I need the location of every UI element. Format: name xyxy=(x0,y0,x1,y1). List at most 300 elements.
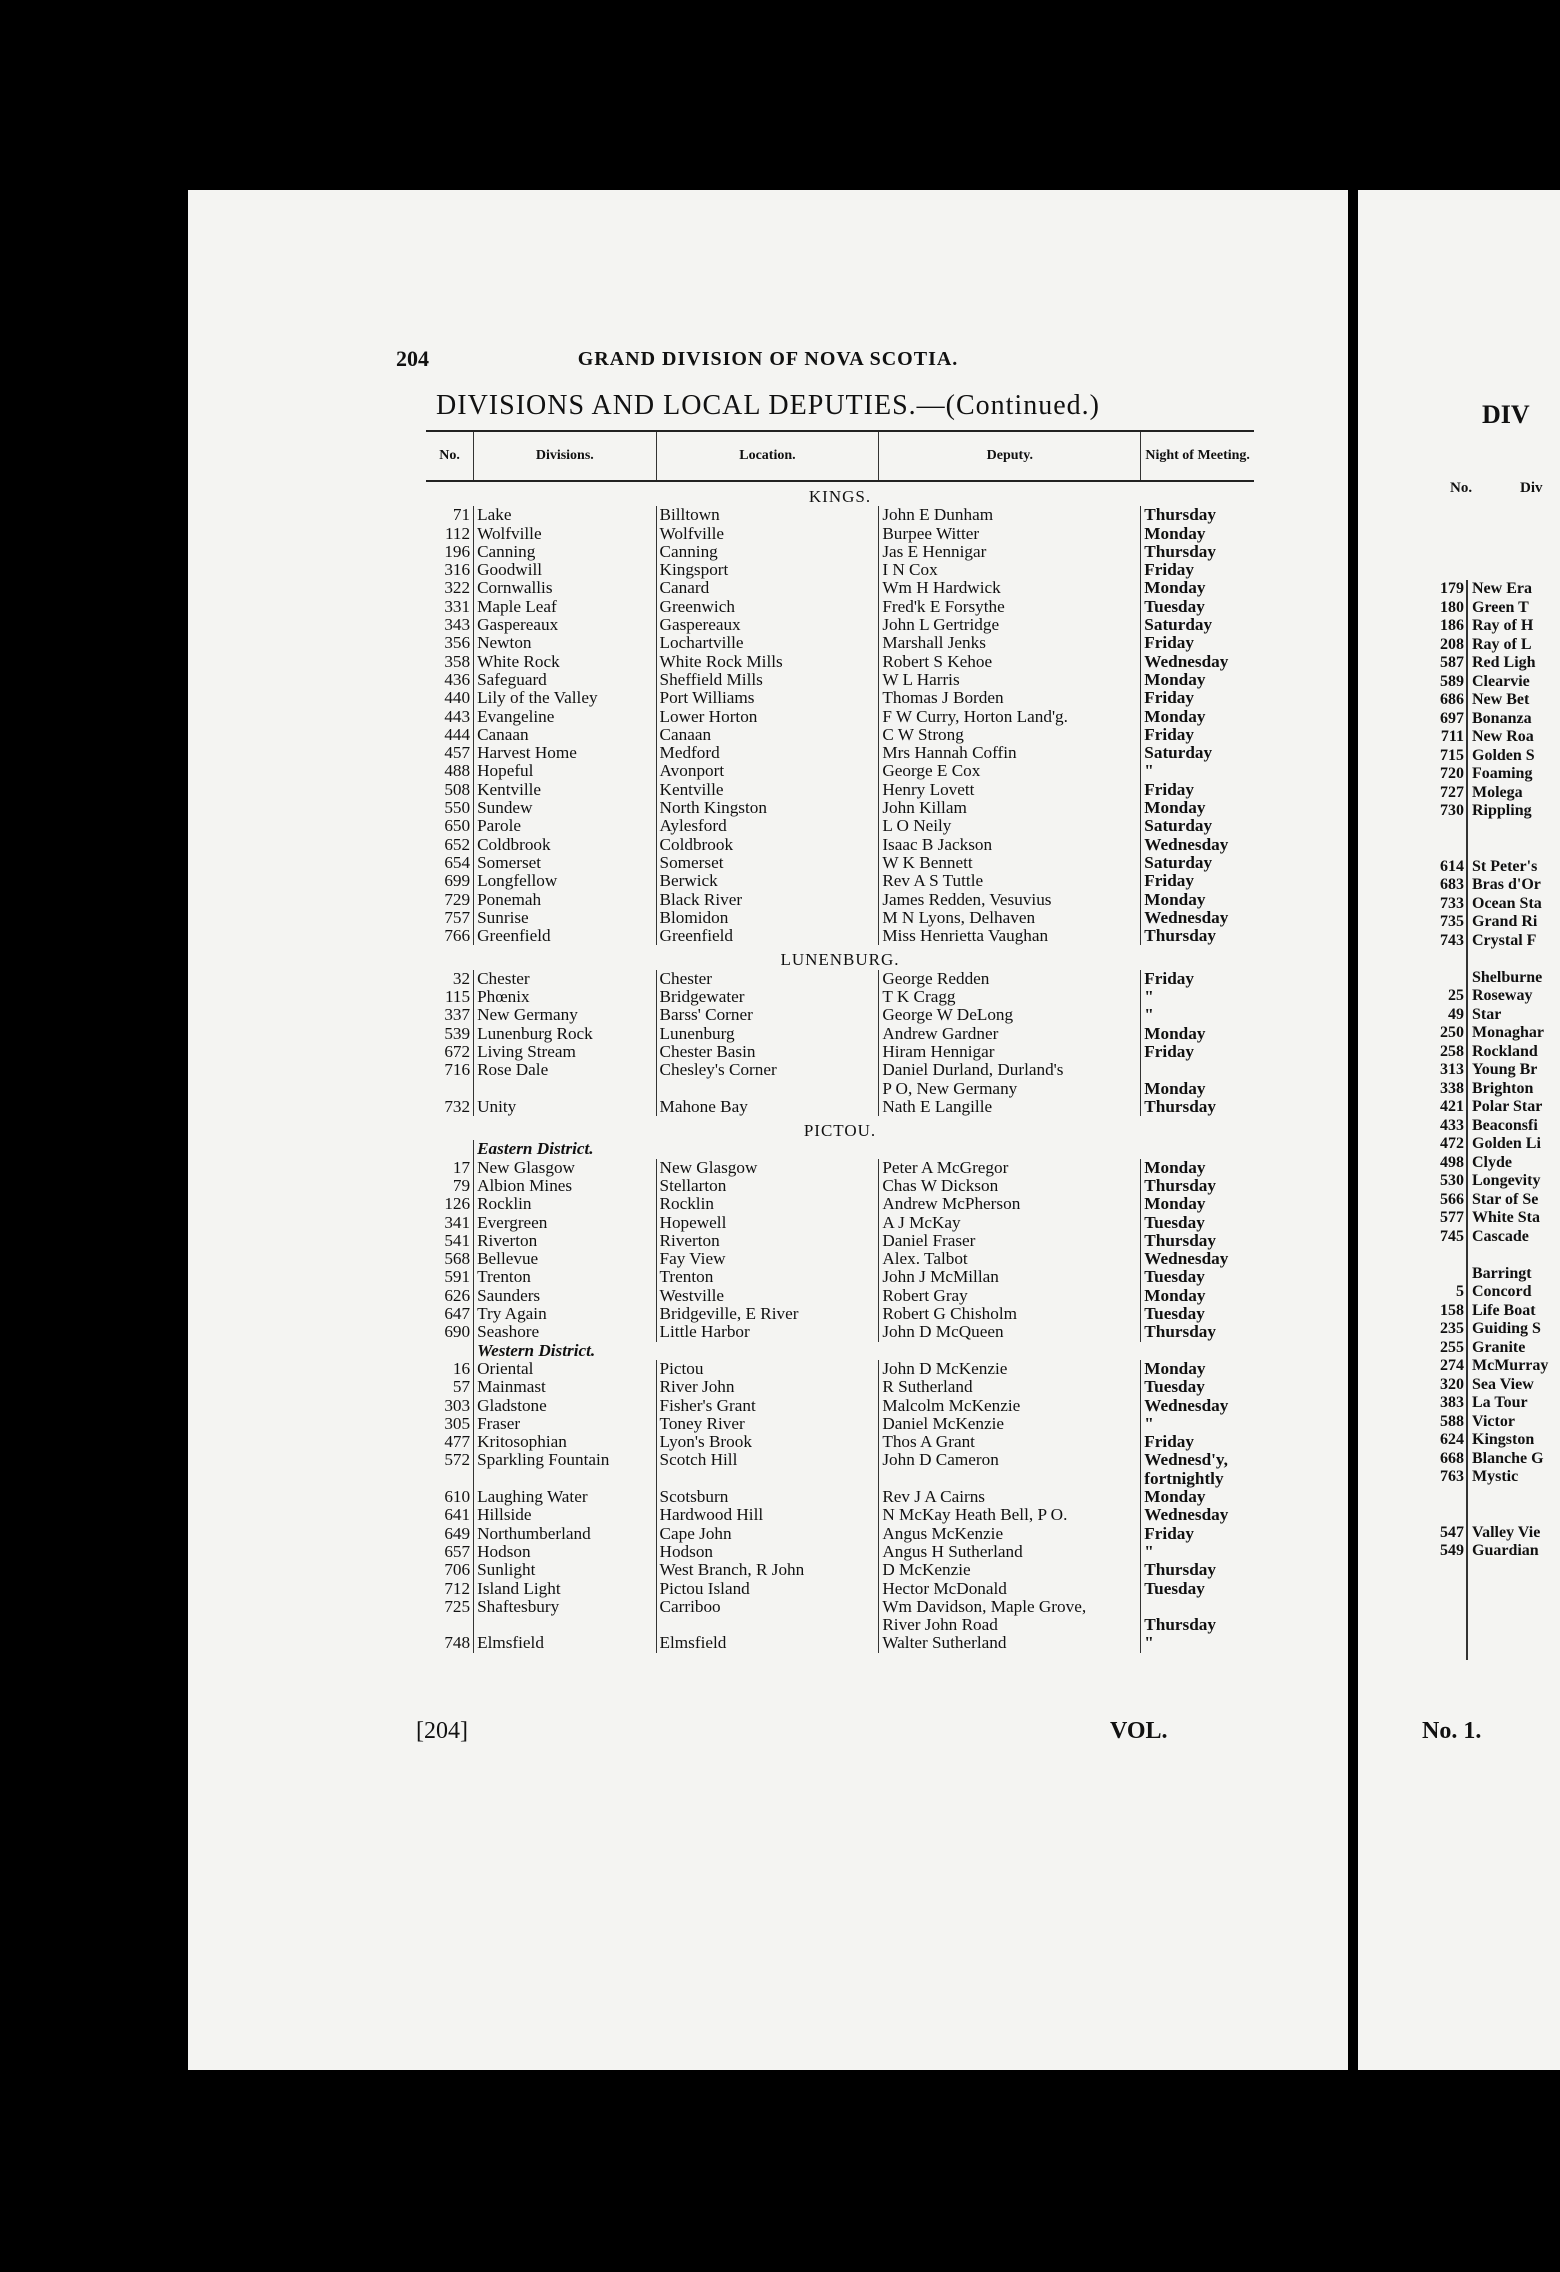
meeting-night: " xyxy=(1141,1006,1254,1024)
division-name: Rocklin xyxy=(474,1195,656,1213)
facing-number: 727 xyxy=(1440,783,1464,801)
table-row xyxy=(426,799,1254,817)
division-number: 112 xyxy=(444,524,471,543)
table-row xyxy=(426,1232,1254,1250)
location: West Branch, R John xyxy=(656,1561,879,1579)
facing-division-name xyxy=(1472,1505,1548,1524)
district-heading xyxy=(426,1342,1254,1360)
deputy-name: D McKenzie xyxy=(879,1561,1141,1579)
facing-number: 735 xyxy=(1440,913,1464,930)
division-number: 748 xyxy=(444,1634,471,1653)
division-name: Oriental xyxy=(474,1360,656,1378)
table-row xyxy=(426,817,1254,835)
col-deputy: Deputy. xyxy=(879,431,1141,481)
facing-number: 158 xyxy=(1440,1301,1464,1319)
location: Pictou xyxy=(656,1360,879,1378)
location: Aylesford xyxy=(656,817,879,835)
division-number: 541 xyxy=(444,1231,471,1250)
table-row xyxy=(426,1451,1254,1469)
meeting-night: Friday xyxy=(1141,872,1254,890)
location xyxy=(656,1470,879,1488)
division-name: Longfellow xyxy=(474,872,656,890)
facing-division-name: Molega xyxy=(1472,783,1523,801)
division-number: 568 xyxy=(444,1250,471,1269)
facing-number: 255 xyxy=(1440,1338,1464,1356)
deputy-name: Wm H Hardwick xyxy=(879,579,1141,597)
facing-number: 313 xyxy=(1440,1061,1464,1078)
meeting-night: Monday xyxy=(1141,579,1254,597)
facing-division-name: Ocean Sta xyxy=(1472,894,1542,912)
facing-division-name: Blanche G xyxy=(1472,1449,1544,1467)
division-number: 725 xyxy=(444,1597,471,1616)
division-name: New Glasgow xyxy=(474,1159,656,1177)
location: New Glasgow xyxy=(656,1159,879,1177)
location: Lochartville xyxy=(656,634,879,652)
division-name: Island Light xyxy=(474,1580,656,1598)
facing-number: 589 xyxy=(1440,672,1464,690)
meeting-night: fortnightly xyxy=(1141,1470,1254,1488)
facing-division-name: Young Br xyxy=(1472,1061,1538,1078)
division-name: New Germany xyxy=(474,1006,656,1024)
location: Toney River xyxy=(656,1415,879,1433)
table-row xyxy=(426,927,1254,945)
division-name: Hodson xyxy=(474,1543,656,1561)
footer-catchword: VOL. xyxy=(1110,1718,1168,1744)
facing-number: 715 xyxy=(1440,746,1464,764)
section-heading xyxy=(426,945,1254,969)
division-name: Try Again xyxy=(474,1305,656,1323)
facing-footer: No. 1. xyxy=(1422,1718,1482,1744)
location: Berwick xyxy=(656,872,879,890)
facing-names xyxy=(1472,580,1548,1561)
division-name: Canaan xyxy=(474,726,656,744)
table-row xyxy=(426,598,1254,616)
meeting-night: Friday xyxy=(1141,781,1254,799)
division-number: 16 xyxy=(452,1359,471,1378)
division-number xyxy=(426,1080,474,1098)
meeting-night: Monday xyxy=(1141,708,1254,726)
location: Cape John xyxy=(656,1525,879,1543)
facing-number: 25 xyxy=(1448,987,1464,1004)
table-row xyxy=(426,1470,1254,1488)
division-name: Kentville xyxy=(474,781,656,799)
division-name: Wolfville xyxy=(474,525,656,543)
meeting-night: Friday xyxy=(1141,1433,1254,1451)
facing-division-name: Roseway xyxy=(1472,987,1533,1004)
facing-number: 745 xyxy=(1440,1227,1464,1245)
facing-division-name: Golden S xyxy=(1472,746,1535,764)
division-name: Trenton xyxy=(474,1268,656,1286)
table-row xyxy=(426,1061,1254,1079)
facing-number: 587 xyxy=(1440,654,1464,671)
location: Rocklin xyxy=(656,1195,879,1213)
meeting-night: Monday xyxy=(1141,799,1254,817)
division-number: 305 xyxy=(444,1414,471,1433)
deputy-name: Jas E Hennigar xyxy=(879,543,1141,561)
table-row xyxy=(426,762,1254,780)
location: Lower Horton xyxy=(656,708,879,726)
meeting-night: Wednesday xyxy=(1141,1397,1254,1415)
facing-number: 421 xyxy=(1440,1098,1464,1115)
division-name: Elmsfield xyxy=(474,1634,656,1652)
deputy-name: Burpee Witter xyxy=(879,525,1141,543)
division-name xyxy=(474,1616,656,1634)
table-row xyxy=(426,653,1254,671)
meeting-night: Friday xyxy=(1141,561,1254,579)
facing-division-name: Victor xyxy=(1472,1412,1515,1430)
location: Greenfield xyxy=(656,927,879,945)
deputy-name: I N Cox xyxy=(879,561,1141,579)
facing-number: 49 xyxy=(1448,1005,1464,1023)
meeting-night: Friday xyxy=(1141,1043,1254,1061)
location: Gaspereaux xyxy=(656,616,879,634)
deputy-name: F W Curry, Horton Land'g. xyxy=(879,708,1141,726)
meeting-night: Wednesday xyxy=(1141,653,1254,671)
facing-division-name: Guardian xyxy=(1472,1542,1539,1559)
location: Avonport xyxy=(656,762,879,780)
division-number: 196 xyxy=(444,542,471,561)
location: Lyon's Brook xyxy=(656,1433,879,1451)
facing-division-name: White Sta xyxy=(1472,1209,1540,1226)
meeting-night: Friday xyxy=(1141,970,1254,988)
division-number: 440 xyxy=(444,689,471,708)
location: Somerset xyxy=(656,854,879,872)
meeting-night: Monday xyxy=(1141,525,1254,543)
location: Hodson xyxy=(656,1543,879,1561)
facing-number: 549 xyxy=(1440,1542,1464,1559)
meeting-night: " xyxy=(1141,1543,1254,1561)
facing-number xyxy=(1418,969,1464,988)
division-name: Gladstone xyxy=(474,1397,656,1415)
table-row xyxy=(426,1080,1254,1098)
division-name: Greenfield xyxy=(474,927,656,945)
division-number: 729 xyxy=(444,890,471,909)
division-number xyxy=(426,1470,474,1488)
facing-division-name: Star of Se xyxy=(1472,1190,1539,1208)
table-row xyxy=(426,1287,1254,1305)
meeting-night: Thursday xyxy=(1141,1177,1254,1195)
division-number: 115 xyxy=(444,988,471,1007)
facing-division-name: Longevity xyxy=(1472,1172,1541,1189)
meeting-night: Saturday xyxy=(1141,854,1254,872)
col-divisions: Divisions. xyxy=(474,431,656,481)
facing-division-name: New Era xyxy=(1472,580,1532,597)
division-number: 539 xyxy=(444,1024,471,1043)
division-number: 757 xyxy=(444,908,471,927)
facing-division-name xyxy=(1472,1487,1548,1506)
facing-division-name: Rippling xyxy=(1472,802,1532,819)
division-name: Laughing Water xyxy=(474,1488,656,1506)
division-number: 706 xyxy=(444,1561,471,1580)
division-number xyxy=(426,1616,474,1634)
division-name: Saunders xyxy=(474,1287,656,1305)
facing-division-name: Brighton xyxy=(1472,1079,1534,1097)
facing-division-name: Beaconsfi xyxy=(1472,1116,1538,1134)
location: Chester xyxy=(656,970,879,988)
meeting-night: Tuesday xyxy=(1141,1305,1254,1323)
col-night: Night of Meeting. xyxy=(1141,431,1254,481)
facing-number: 258 xyxy=(1440,1042,1464,1060)
location: Port Williams xyxy=(656,689,879,707)
table-row xyxy=(426,1616,1254,1634)
table-row xyxy=(426,1580,1254,1598)
location: Westville xyxy=(656,1287,879,1305)
division-number: 508 xyxy=(444,780,471,799)
facing-col-div: Div xyxy=(1520,480,1543,496)
table-row xyxy=(426,634,1254,652)
table-row xyxy=(426,970,1254,988)
section-heading-text: PICTOU. xyxy=(803,1121,877,1141)
deputy-name: C W Strong xyxy=(879,726,1141,744)
facing-number: 250 xyxy=(1440,1024,1464,1041)
deputy-name: M N Lyons, Delhaven xyxy=(879,909,1141,927)
division-number: 649 xyxy=(444,1524,471,1543)
table-row xyxy=(426,1360,1254,1378)
table-row xyxy=(426,1323,1254,1341)
facing-column-rule xyxy=(1466,580,1468,1660)
meeting-night: " xyxy=(1141,1415,1254,1433)
division-name: Shaftesbury xyxy=(474,1598,656,1616)
facing-number: 730 xyxy=(1440,802,1464,819)
deputy-name: John L Gertridge xyxy=(879,616,1141,634)
location: Lunenburg xyxy=(656,1025,879,1043)
table-row xyxy=(426,1525,1254,1543)
footer-page-number: [204] xyxy=(416,1718,468,1744)
facing-division-name: Guiding S xyxy=(1472,1320,1541,1337)
table-row xyxy=(426,1098,1254,1116)
meeting-night: Wednesday xyxy=(1141,909,1254,927)
deputy-name: Thomas J Borden xyxy=(879,689,1141,707)
table-row xyxy=(426,1214,1254,1232)
deputy-name: Andrew Gardner xyxy=(879,1025,1141,1043)
table-row xyxy=(426,1543,1254,1561)
table-row xyxy=(426,689,1254,707)
section-heading xyxy=(426,1116,1254,1140)
table-row xyxy=(426,506,1254,524)
facing-page xyxy=(1358,190,1560,2070)
table-row xyxy=(426,909,1254,927)
facing-number: 530 xyxy=(1440,1172,1464,1189)
facing-division-name: Bonanza xyxy=(1472,709,1532,727)
section-heading-text: KINGS. xyxy=(808,487,872,506)
division-number: 732 xyxy=(444,1097,471,1116)
table-row xyxy=(426,1159,1254,1177)
meeting-night: Tuesday xyxy=(1141,1580,1254,1598)
facing-number: 180 xyxy=(1440,598,1464,616)
district-heading xyxy=(426,1140,1254,1158)
location: White Rock Mills xyxy=(656,653,879,671)
deputy-name: Thos A Grant xyxy=(879,1433,1141,1451)
table-body xyxy=(426,481,1254,1653)
location: Chester Basin xyxy=(656,1043,879,1061)
division-number: 699 xyxy=(444,872,471,891)
facing-number xyxy=(1418,839,1464,858)
division-number: 331 xyxy=(444,597,471,616)
deputy-name: Angus H Sutherland xyxy=(879,1543,1141,1561)
facing-number: 577 xyxy=(1440,1209,1464,1226)
facing-division-name: La Tour xyxy=(1472,1394,1528,1411)
facing-number: 614 xyxy=(1440,857,1464,875)
division-number: 672 xyxy=(444,1042,471,1061)
deputy-name: R Sutherland xyxy=(879,1378,1141,1396)
deputy-name: Walter Sutherland xyxy=(879,1634,1141,1652)
facing-number: 733 xyxy=(1440,894,1464,912)
deputy-name: Robert G Chisholm xyxy=(879,1305,1141,1323)
division-number: 356 xyxy=(444,634,471,653)
division-name: Sunrise xyxy=(474,909,656,927)
facing-number: 383 xyxy=(1440,1394,1464,1411)
col-no: No. xyxy=(426,431,474,481)
meeting-night: Monday xyxy=(1141,1360,1254,1378)
facing-division-name: Ray of H xyxy=(1472,617,1534,634)
table-row xyxy=(426,854,1254,872)
location: Coldbrook xyxy=(656,836,879,854)
division-number: 126 xyxy=(444,1195,471,1214)
facing-division-name: New Bet xyxy=(1472,691,1530,708)
division-number: 572 xyxy=(444,1451,471,1470)
district-heading-text: Western District. xyxy=(474,1342,1254,1360)
division-name: Lily of the Valley xyxy=(474,689,656,707)
division-name: Newton xyxy=(474,634,656,652)
table-row xyxy=(426,1506,1254,1524)
meeting-night: Tuesday xyxy=(1141,1214,1254,1232)
deputy-name: Rev A S Tuttle xyxy=(879,872,1141,890)
meeting-night: Wednesday xyxy=(1141,1250,1254,1268)
division-number: 647 xyxy=(444,1305,471,1324)
meeting-night: " xyxy=(1141,762,1254,780)
deputy-name: Nath E Langille xyxy=(879,1098,1141,1116)
meeting-night: " xyxy=(1141,1634,1254,1652)
division-number: 477 xyxy=(444,1433,471,1452)
running-head: GRAND DIVISION OF NOVA SCOTIA. xyxy=(577,348,959,370)
location: Scotch Hill xyxy=(656,1451,879,1469)
facing-number xyxy=(1418,950,1464,969)
facing-number: 338 xyxy=(1440,1079,1464,1097)
deputy-name: John Killam xyxy=(879,799,1141,817)
location: Chesley's Corner xyxy=(656,1061,879,1079)
facing-number: 433 xyxy=(1440,1116,1464,1134)
division-number: 712 xyxy=(444,1579,471,1598)
facing-division-name xyxy=(1472,950,1548,969)
table-row xyxy=(426,671,1254,689)
table-row xyxy=(426,1415,1254,1433)
table-row xyxy=(426,836,1254,854)
division-name: Phœnix xyxy=(474,988,656,1006)
location: Canaan xyxy=(656,726,879,744)
location: Fay View xyxy=(656,1250,879,1268)
table-row xyxy=(426,872,1254,890)
location: Barss' Corner xyxy=(656,1006,879,1024)
page-number-top: 204 xyxy=(396,346,429,371)
facing-number: 711 xyxy=(1440,728,1464,745)
division-name: Riverton xyxy=(474,1232,656,1250)
meeting-night: Thursday xyxy=(1141,1616,1254,1634)
location: Little Harbor xyxy=(656,1323,879,1341)
facing-division-name: St Peter's xyxy=(1472,857,1538,875)
facing-division-name: Monaghar xyxy=(1472,1024,1544,1041)
facing-number: 320 xyxy=(1440,1375,1464,1393)
division-number: 322 xyxy=(444,579,471,598)
table-row xyxy=(426,543,1254,561)
facing-number: 498 xyxy=(1440,1153,1464,1171)
facing-number: 566 xyxy=(1440,1190,1464,1208)
location: Fisher's Grant xyxy=(656,1397,879,1415)
meeting-night: Tuesday xyxy=(1141,1378,1254,1396)
deputy-name: Robert Gray xyxy=(879,1287,1141,1305)
meeting-night: Tuesday xyxy=(1141,1268,1254,1286)
division-name: Coldbrook xyxy=(474,836,656,854)
division-name: White Rock xyxy=(474,653,656,671)
table-row xyxy=(426,1634,1254,1652)
facing-division-name: New Roa xyxy=(1472,728,1534,745)
division-number: 71 xyxy=(452,506,471,525)
table-row xyxy=(426,988,1254,1006)
division-name: Hillside xyxy=(474,1506,656,1524)
deputy-name xyxy=(879,1470,1141,1488)
facing-number: 743 xyxy=(1440,931,1464,949)
deputy-name: W K Bennett xyxy=(879,854,1141,872)
deputy-name: James Redden, Vesuvius xyxy=(879,891,1141,909)
facing-number: 624 xyxy=(1440,1431,1464,1448)
meeting-night: Wednesd'y, xyxy=(1141,1451,1254,1469)
facing-number: 686 xyxy=(1440,691,1464,708)
division-number: 626 xyxy=(444,1286,471,1305)
meeting-night xyxy=(1141,1061,1254,1079)
division-name: Gaspereaux xyxy=(474,616,656,634)
table-row xyxy=(426,1561,1254,1579)
table-row xyxy=(426,1025,1254,1043)
facing-division-name xyxy=(1472,1246,1548,1265)
deputy-name: L O Neily xyxy=(879,817,1141,835)
table-row xyxy=(426,891,1254,909)
meeting-night: Saturday xyxy=(1141,744,1254,762)
deputy-name: Hector McDonald xyxy=(879,1580,1141,1598)
facing-division-name: Clyde xyxy=(1472,1153,1512,1171)
meeting-night: Thursday xyxy=(1141,1323,1254,1341)
facing-number: 208 xyxy=(1440,635,1464,653)
location: Greenwich xyxy=(656,598,879,616)
meeting-night: Saturday xyxy=(1141,817,1254,835)
division-name: Cornwallis xyxy=(474,579,656,597)
facing-number: 186 xyxy=(1440,617,1464,634)
facing-division-name: Star xyxy=(1472,1005,1502,1023)
table-row xyxy=(426,1598,1254,1616)
division-name: Ponemah xyxy=(474,891,656,909)
facing-division-name: Concord xyxy=(1472,1283,1532,1300)
division-name: Bellevue xyxy=(474,1250,656,1268)
division-number: 650 xyxy=(444,817,471,836)
division-number: 303 xyxy=(444,1396,471,1415)
division-number: 657 xyxy=(444,1542,471,1561)
division-number: 443 xyxy=(444,707,471,726)
facing-number: 683 xyxy=(1440,876,1464,893)
meeting-night: Thursday xyxy=(1141,543,1254,561)
deputy-name: Mrs Hannah Coffin xyxy=(879,744,1141,762)
facing-number xyxy=(1418,1487,1464,1506)
facing-division-name: McMurray xyxy=(1472,1357,1549,1374)
meeting-night: Thursday xyxy=(1141,1098,1254,1116)
facing-division-name: Shelburne xyxy=(1472,968,1543,986)
location: Kentville xyxy=(656,781,879,799)
deputy-name: Rev J A Cairns xyxy=(879,1488,1141,1506)
table-row xyxy=(426,1177,1254,1195)
meeting-night: Monday xyxy=(1141,1080,1254,1098)
meeting-night: Monday xyxy=(1141,1025,1254,1043)
deputy-name: Malcolm McKenzie xyxy=(879,1397,1141,1415)
location: Medford xyxy=(656,744,879,762)
location xyxy=(656,1616,879,1634)
division-name: Sparkling Fountain xyxy=(474,1451,656,1469)
